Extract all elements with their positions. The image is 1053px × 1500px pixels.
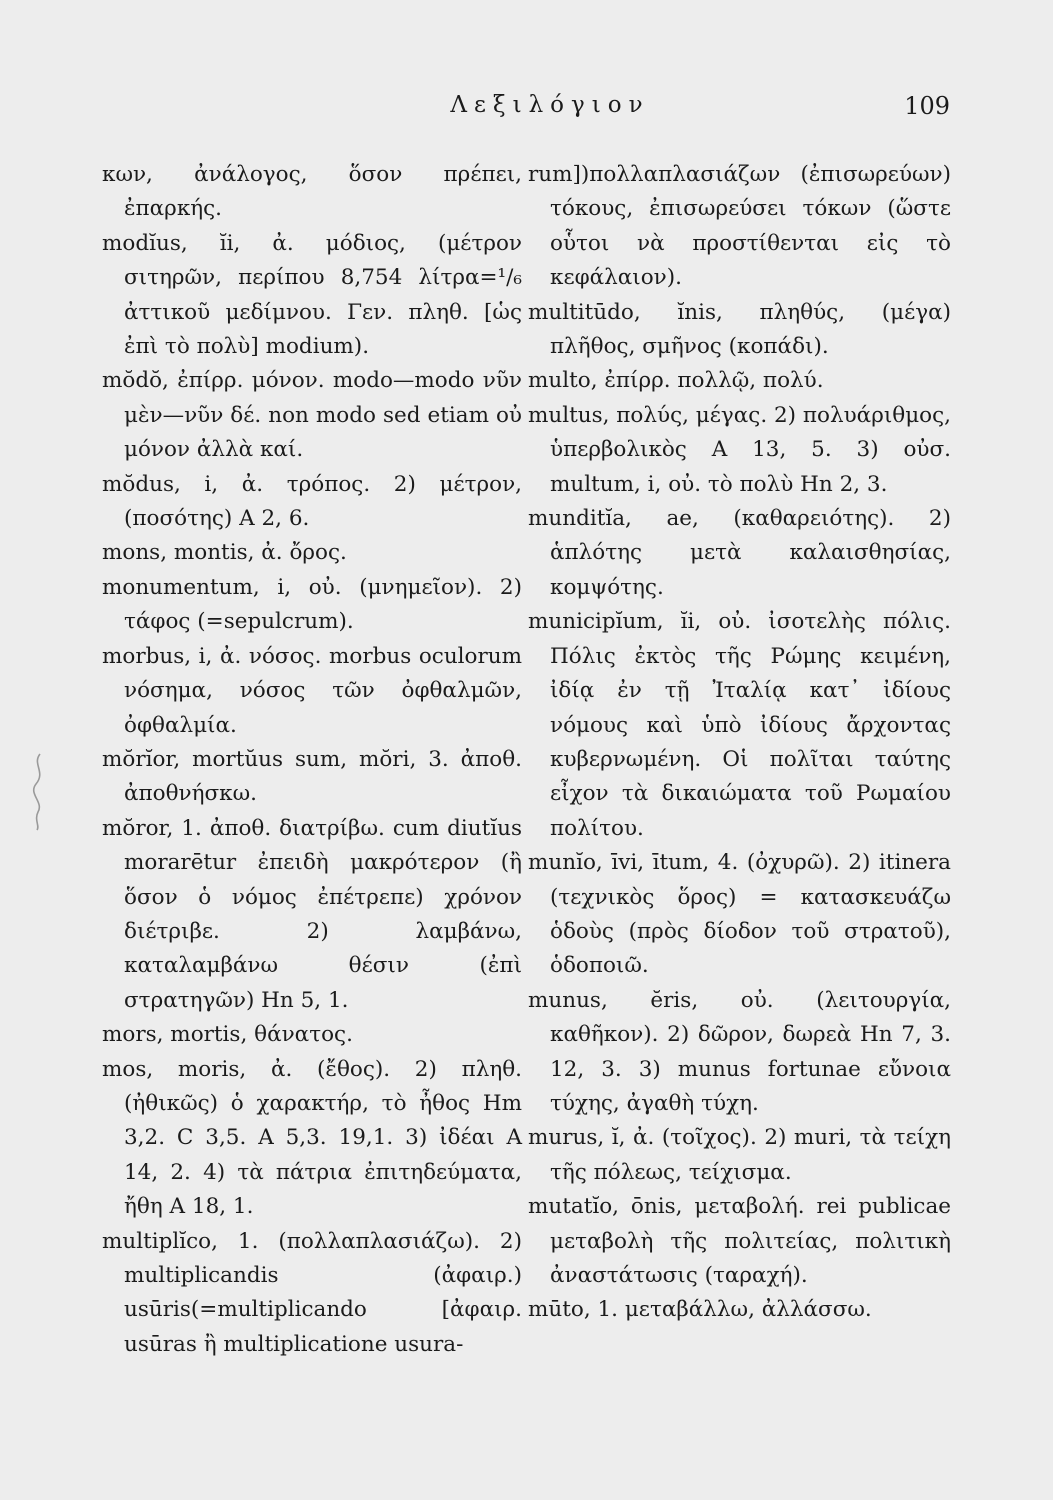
dictionary-entry: multiplĭco, 1. (πολλαπλασιάζω). 2) multiplicandis (ἀφαιρ.) usūris(=multiplicando [ἀφαιρ. usūras ἢ multiplicatione usura- (102, 1228, 522, 1357)
dictionary-entry: multo, ἐπίρρ. πολλῷ, πολύ. (528, 368, 824, 394)
margin-pencil-mark (28, 752, 50, 832)
dictionary-entry: mŏrĭor, mortŭus sum, mŏri, 3. ἀποθ. ἀποθνήσκω. (102, 746, 522, 807)
dictionary-entry: rum])πολλαπλασιάζων (ἐπισωρεύων) τόκους, ἐπισωρεύσει τόκων (ὥστε οὗτοι νὰ προστίθενται εἰς τὸ κεφάλαιον). (528, 162, 951, 291)
dictionary-entry: multitūdo, ĭnis, πληθύς, (μέγα) πλῆθος, σμῆνος (κοπάδι). (528, 299, 951, 360)
dictionary-entry: murus, ĭ, ἀ. (τοῖχος). 2) muri, τὰ τείχη τῆς πόλεως, τείχισμα. (528, 1125, 951, 1185)
dictionary-entry: munĭo, īvi, ītum, 4. (ὀχυρῶ). 2) itinera (τεχνικὸς ὅρος) = κατασκευάζω ὁδοὺς (πρὸς δίοδον τοῦ στρατοῦ), ὁδοποιῶ. (528, 850, 951, 979)
dictionary-entry: mŏdŏ, ἐπίρρ. μόνον. modo—modo νῦν μὲν—νῦν δέ. non modo sed etiam οὐ μόνον ἀλλὰ καί. (102, 368, 522, 463)
dictionary-entry: munus, ĕris, οὐ. (λειτουργία, καθῆκον). 2) δῶρον, δωρεὰ Hn 7, 3. 12, 3. 3) munus fortunae εὔνοια τύχης, ἀγαθὴ τύχη. (528, 987, 951, 1116)
dictionary-entry: mūto, 1. μεταβάλλω, ἀλλάσσω. (528, 1297, 872, 1323)
dictionary-entry: monumentum, i, οὐ. (μνημεῖον). 2) τάφος (=sepulcrum). (102, 574, 522, 635)
running-title: Λεξιλόγιον (450, 92, 650, 118)
left-column (102, 158, 522, 1362)
dictionary-entry: mos, moris, ἀ. (ἔθος). 2) πληθ. (ἠθικῶς) ὁ χαρακτήρ, τὸ ἦθος Hm 3,2. C 3,5. A 5,3. 19,1. 3) ἰδέαι Α 14, 2. 4) τὰ πάτρια ἐπιτηδεύματα, ἤθη Α 18, 1. (102, 1056, 522, 1220)
dictionary-entry: municipĭum, ĭi, οὐ. ἰσοτελὴς πόλις. Πόλις ἐκτὸς τῆς Ρώμης κειμένη, ἰδίᾳ ἐν τῇ Ἰταλίᾳ κατ᾽ ἰδίους νόμους καὶ ὑπὸ ἰδίους ἄρχοντας κυβερνωμένη. Οἱ πολῖται ταύτης εἶχον τὰ δικαιώματα τοῦ Ρωμαίου πολίτου. (528, 609, 951, 841)
dictionary-entry: mors, mortis, θάνατος. (102, 1022, 353, 1048)
page-number: 109 (904, 92, 950, 120)
dictionary-entry: multus, πολύς, μέγας. 2) πολυάριθμος, ὑπερβολικὸς Α 13, 5. 3) οὐσ. multum, i, οὐ. τὸ πολὺ Hn 2, 3. (528, 402, 951, 497)
dictionary-entry: mŏror, 1. ἀποθ. διατρίβω. cum diutĭus morarētur ἐπειδὴ μακρότερον (ἢ ὅσον ὁ νόμος ἐπέτρεπε) χρόνον διέτριβε. 2) λαμβάνω, καταλαμβάνω θέσιν (ἐπὶ στρατηγῶν) Hn 5, 1. (102, 815, 522, 1013)
dictionary-entry: mons, montis, ἀ. ὄρος. (102, 540, 347, 566)
dictionary-entry: κων, ἀνάλογος, ὅσον πρέπει, ἐπαρκής. (102, 162, 522, 222)
dictionary-entry: mŏdus, i, ἀ. τρόπος. 2) μέτρον, (ποσότης) Α 2, 6. (102, 471, 522, 532)
dictionary-entry: mutatĭo, ōnis, μεταβολή. rei publicae μεταβολὴ τῆς πολιτείας, πολιτικὴ ἀναστάτωσις (ταραχή). (528, 1194, 951, 1288)
page-header (100, 92, 950, 124)
dictionary-entry: modĭus, ĭi, ἀ. μόδιος, (μέτρον σιτηρῶν, περίπου 8,754 λίτρα=¹/₆ ἀττικοῦ μεδίμνου. Γεν. πληθ. [ὡς ἐπὶ τὸ πολὺ] modium). (102, 230, 522, 360)
dictionary-entry: munditĭa, ae, (καθαρειότης). 2) ἁπλότης μετὰ καλαισθησίας, κομψότης. (528, 506, 951, 600)
right-column (528, 158, 951, 1328)
dictionary-entry: morbus, i, ἀ. νόσος. morbus oculorum νόσημα, νόσος τῶν ὀφθαλμῶν, ὀφθαλμία. (102, 643, 522, 738)
